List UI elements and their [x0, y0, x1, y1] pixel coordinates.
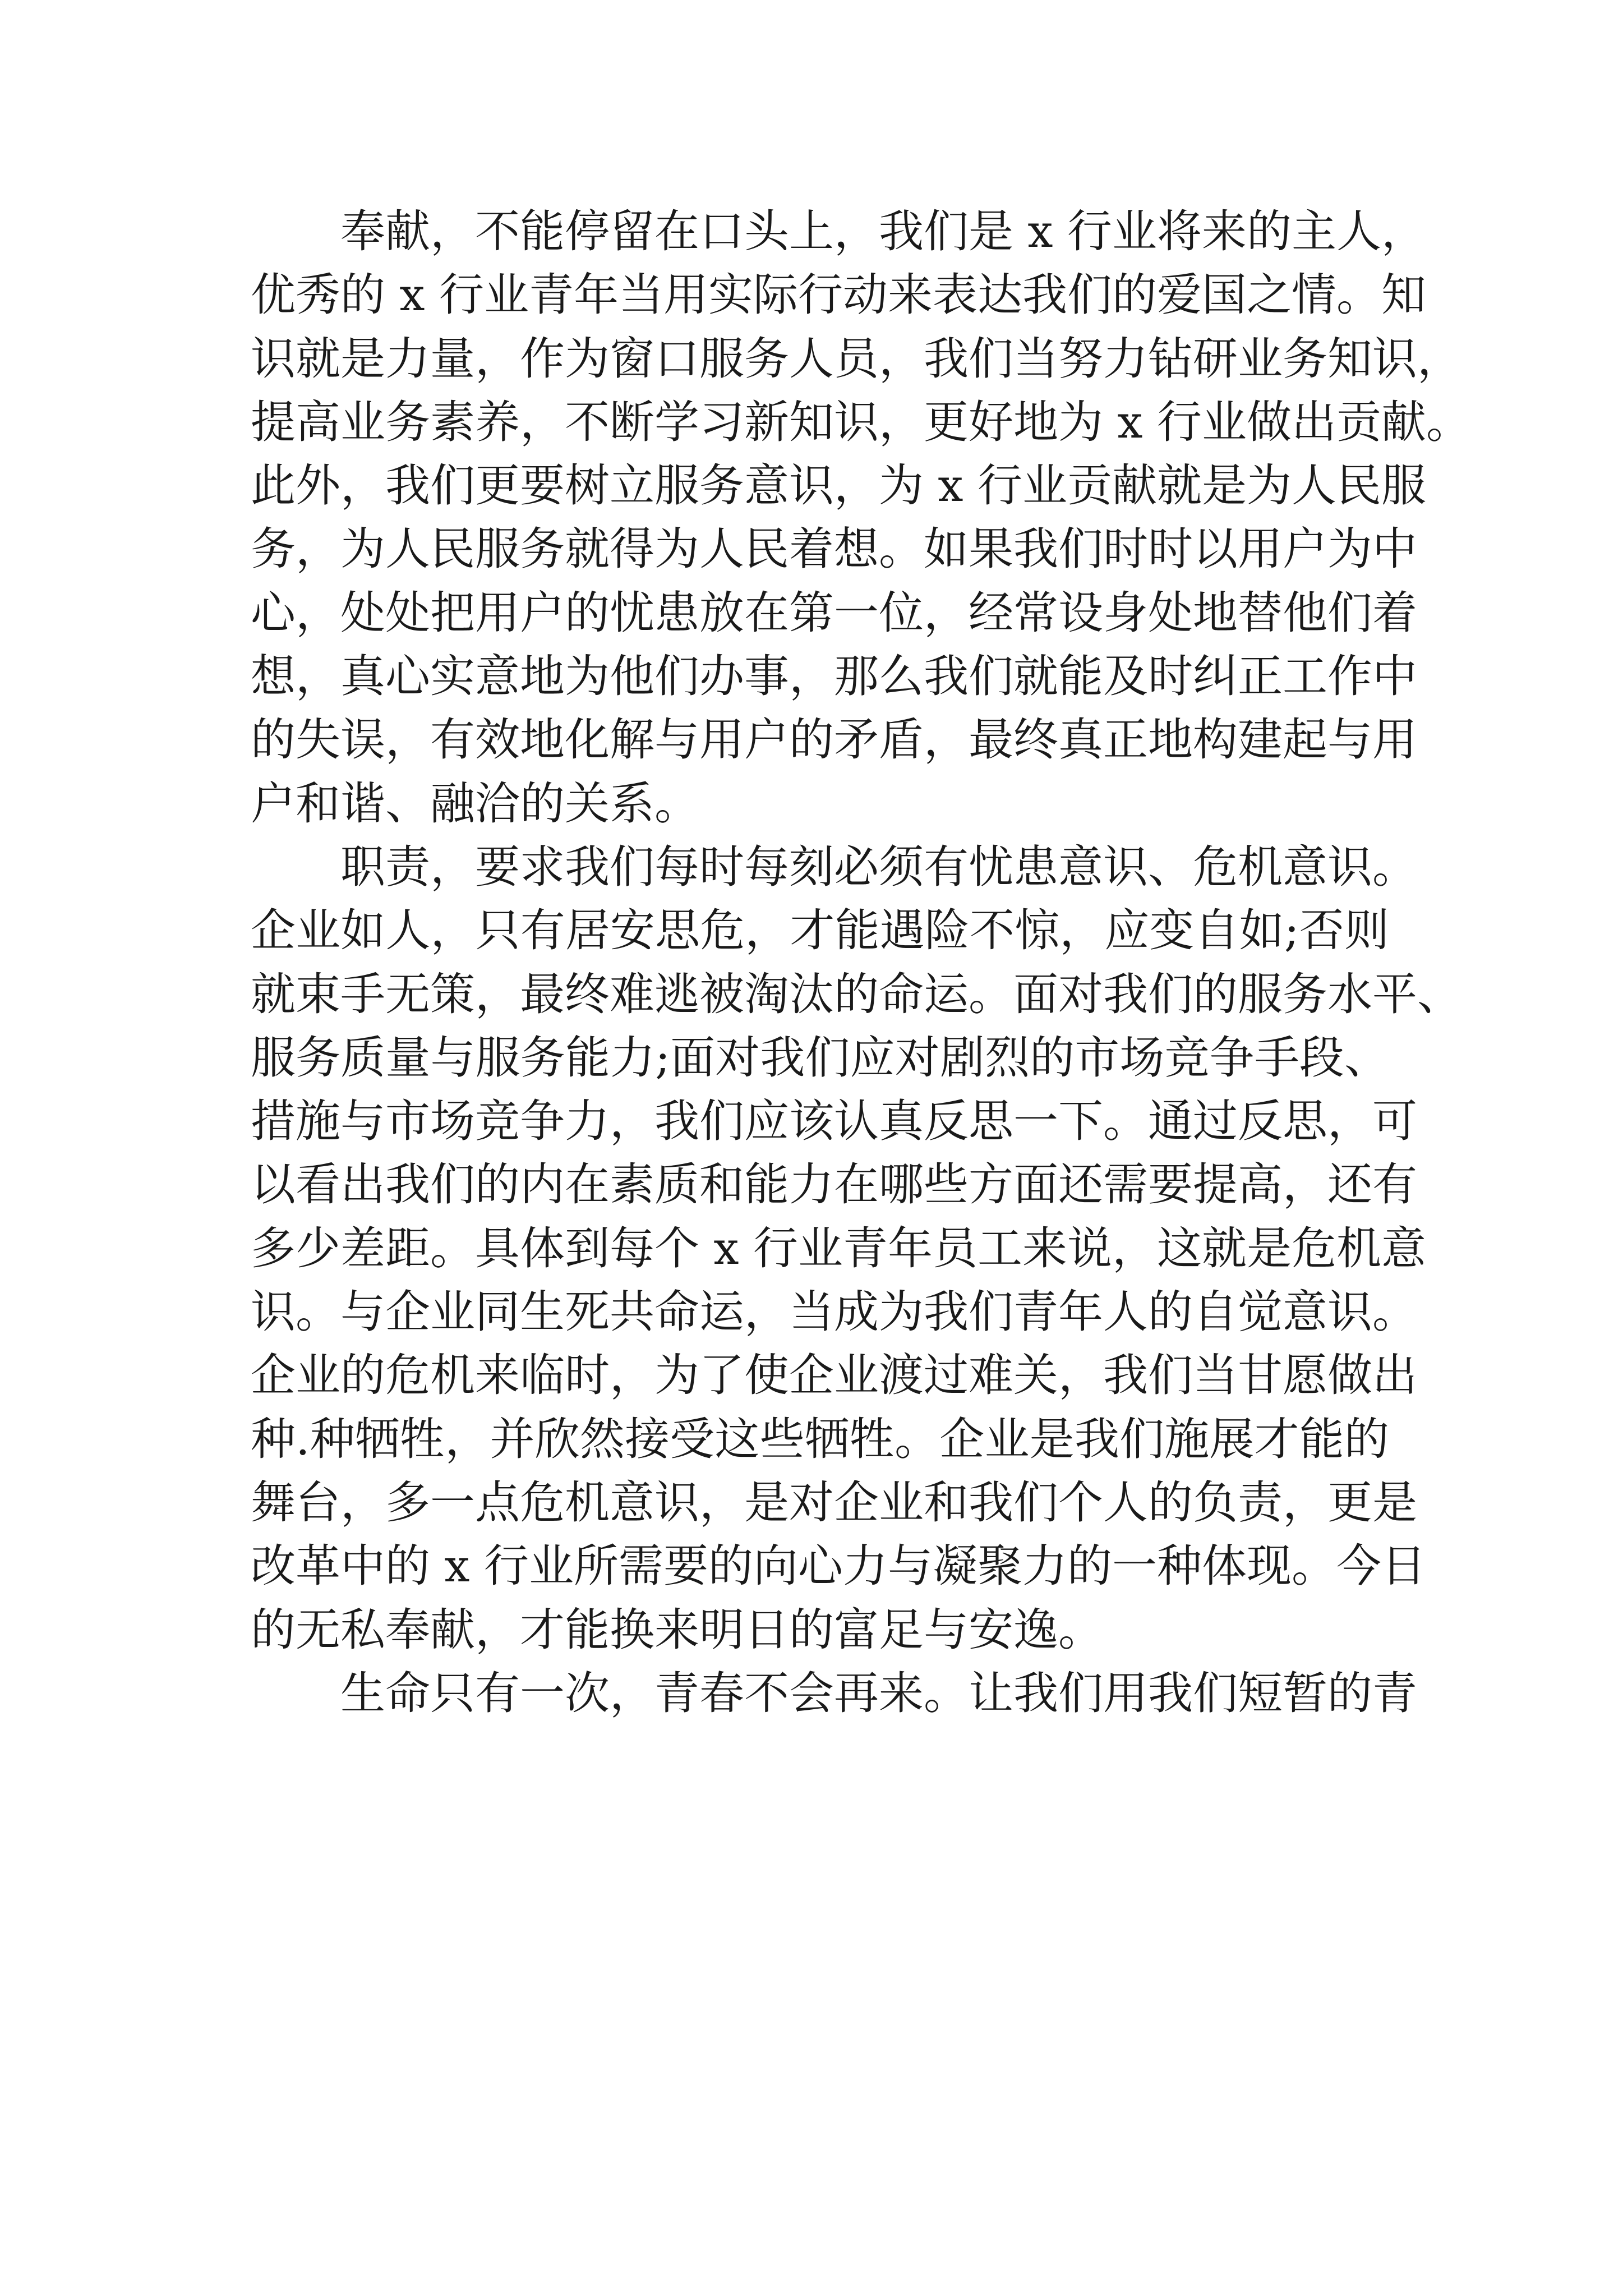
- text-line: 奉献，不能停留在口头上，我们是 x 行业将来的主人，: [340, 205, 1426, 257]
- text-line: 改革中的 x 行业所需要的向心力与凝聚力的一种体现。今日: [251, 1540, 1426, 1593]
- text-line: 户和谐、融洽的关系。: [251, 777, 699, 830]
- text-line: 企业的危机来临时，为了使企业渡过难关，我们当甘愿做出: [251, 1349, 1417, 1402]
- text-line: 识就是力量，作为窗口服务人员，我们当努力钻研业务知识，: [251, 332, 1462, 385]
- text-line: 舞台，多一点危机意识，是对企业和我们个人的负责，更是: [251, 1476, 1417, 1529]
- text-line: 提高业务素养，不断学习新知识，更好地为 x 行业做出贡献。: [251, 395, 1471, 448]
- paragraph: [251, 200, 1471, 835]
- text-line: 想，真心实意地为他们办事，那么我们就能及时纠正工作中: [251, 650, 1417, 703]
- text-line: 的失误，有效地化解与用户的矛盾，最终真正地构建起与用: [251, 714, 1417, 766]
- text-line: 职责，要求我们每时每刻必须有忧患意识、危机意识。: [340, 840, 1417, 893]
- text-line: 就束手无策，最终难逃被淘汰的命运。面对我们的服务水平、: [251, 968, 1462, 1020]
- text-line: 心，处处把用户的忧患放在第一位，经常设身处地替他们着: [251, 586, 1417, 639]
- text-line: 的无私奉献，才能换来明日的富足与安逸。: [251, 1603, 1103, 1656]
- text-line: 多少差距。具体到每个 x 行业青年员工来说，这就是危机意: [251, 1222, 1426, 1274]
- text-line: 以看出我们的内在素质和能力在哪些方面还需要提高，还有: [251, 1158, 1417, 1211]
- text-line: 生命只有一次，青春不会再来。让我们用我们短暂的青: [340, 1667, 1417, 1719]
- text-line: 优秀的 x 行业青年当用实际行动来表达我们的爱国之情。知: [251, 269, 1426, 321]
- paragraph: [251, 835, 1462, 1662]
- paragraph: [251, 1662, 1417, 1725]
- body-text: [251, 200, 1471, 1725]
- text-line: 种.种牺牲，并欣然接受这些牺牲。企业是我们施展才能的: [251, 1412, 1389, 1465]
- text-line: 识。与企业同生死共命运，当成为我们青年人的自觉意识。: [251, 1286, 1417, 1338]
- text-line: 服务质量与服务能力;面对我们应对剧烈的市场竞争手段、: [251, 1031, 1389, 1084]
- text-line: 企业如人，只有居安思危，才能遇险不惊，应变自如;否则: [251, 904, 1389, 957]
- text-line: 此外，我们更要树立服务意识，为 x 行业贡献就是为人民服: [251, 459, 1426, 512]
- text-line: 措施与市场竞争力，我们应该认真反思一下。通过反思，可: [251, 1095, 1417, 1148]
- text-line: 务，为人民服务就得为人民着想。如果我们时时以用户为中: [251, 523, 1417, 576]
